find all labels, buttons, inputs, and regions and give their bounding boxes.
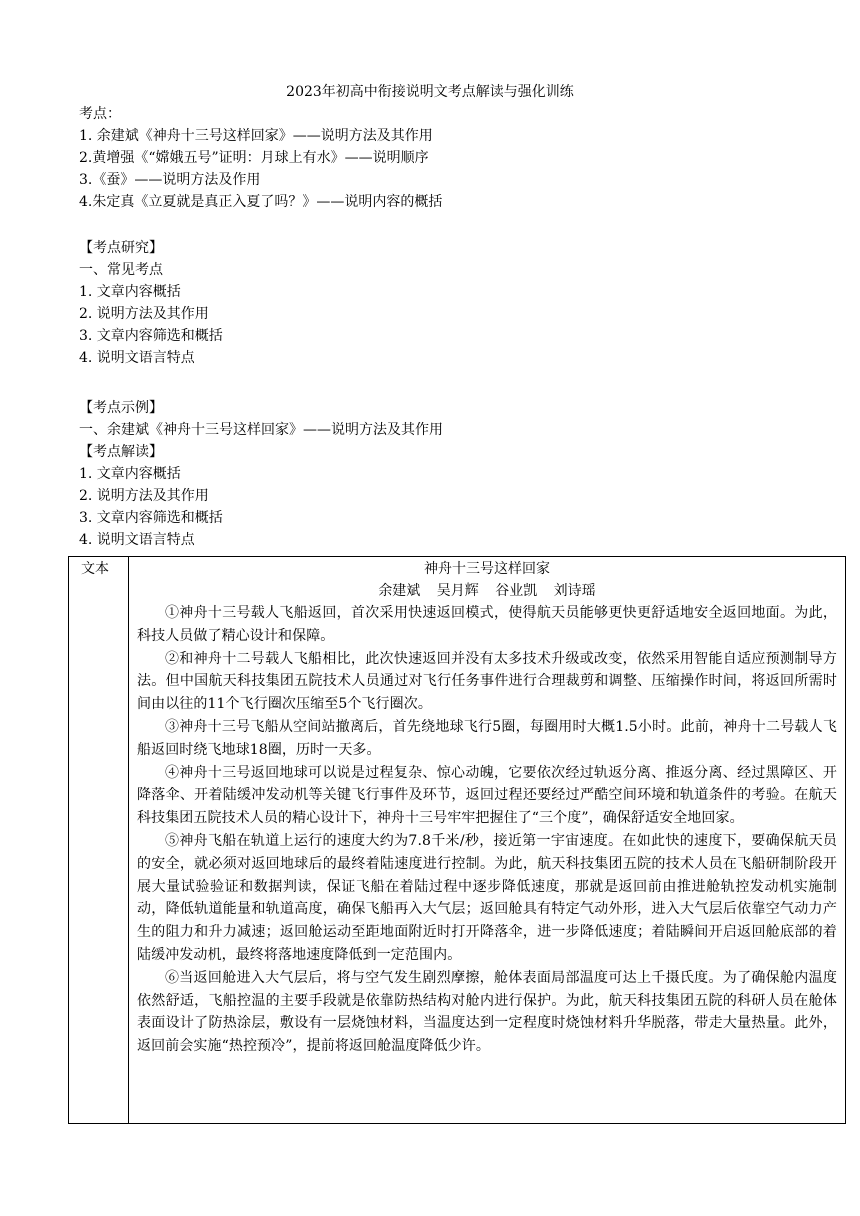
example-subheading: 一、余建斌《神舟十三号这样回家》——说明方法及其作用: [79, 422, 443, 438]
article-paragraph: ⑥当返回舱进入大气层后，将与空气发生剧烈摩擦，舱体表面局部温度可达上千摄氏度。为了确保舱内温度依然舒适，飞船控温的主要手段就是依靠防热结构对舱内进行保护。为此，航天科技集团五院的科研人员在舱体表面设计了防热涂层，敷设有一层烧蚀材料，当温度达到一定程度时烧蚀材料升华脱落，带走大量热量。此外，返回前会实施“热控预冷”，提前将返回舱温度降低少许。: [137, 969, 837, 1055]
article-paragraph: ②和神舟十二号载人飞船相比，此次快速返回并没有太多技术升级或改变，依然采用智能自适应预测制导方法。但中国航天科技集团五院技术人员通过对飞行任务事件进行合理裁剪和调整、压缩操作时间，将返回所需时间由以往的11个飞行圈次压缩至5个飞行圈次。: [137, 650, 837, 713]
example-heading: 【考点示例】: [79, 400, 163, 416]
example-item: 1. 文章内容概括: [79, 466, 181, 482]
kaodian-item: 4.朱定真《立夏就是真正入夏了吗？》——说明内容的概括: [79, 194, 443, 210]
research-heading: 【考点研究】: [79, 240, 163, 256]
research-item: 1. 文章内容概括: [79, 284, 181, 300]
article-title: 神舟十三号这样回家: [424, 561, 550, 577]
kaodian-item: 2.黄增强《“嫦娥五号”证明：月球上有水》——说明顺序: [79, 150, 429, 166]
kaodian-list: [79, 104, 442, 214]
article-paragraph: ③神舟十三号飞船从空间站撤离后，首先绕地球飞行5圈，每圈用时大概1.5小时。此前，神舟十二号载人飞船返回时绕飞地球18圈，历时一天多。: [137, 718, 837, 758]
article-authors: 余建斌 吴月辉 谷业凯 刘诗瑶: [378, 583, 596, 599]
kaodian-item: 1. 余建斌《神舟十三号这样回家》——说明方法及其作用: [79, 128, 433, 144]
text-table: [68, 556, 846, 1124]
example-section: [79, 398, 443, 552]
research-item: 3. 文章内容筛选和概括: [79, 328, 223, 344]
table-label-cell: 文本: [69, 557, 129, 1123]
example-item: 3. 文章内容筛选和概括: [79, 510, 223, 526]
research-section: [79, 238, 223, 370]
jiedu-heading: 【考点解读】: [79, 444, 163, 460]
example-item: 4. 说明文语言特点: [79, 532, 195, 548]
document-title: 2023年初高中衔接说明文考点解读与强化训练: [286, 84, 574, 100]
table-text-cell: [129, 557, 845, 1058]
example-item: 2. 说明方法及其作用: [79, 488, 209, 504]
research-item: 4. 说明文语言特点: [79, 350, 195, 366]
research-item: 2. 说明方法及其作用: [79, 306, 209, 322]
article-paragraph: ①神舟十三号载人飞船返回，首次采用快速返回模式，使得航天员能够更快更舒适地安全返回地面。为此，科技人员做了精心设计和保障。: [137, 605, 837, 644]
article-paragraph: ④神舟十三号返回地球可以说是过程复杂、惊心动魄，它要依次经过轨返分离、推返分离、经过黑障区、开降落伞、开着陆缓冲发动机等关键飞行事件及环节，返回过程还要经过严酷空间环境和轨道条件的考验。在航天科技集团五院技术人员的精心设计下，神舟十三号牢牢把握住了“三个度”，确保舒适安全地回家。: [137, 764, 837, 827]
article-paragraph: ⑤神舟飞船在轨道上运行的速度大约为7.8千米/秒，接近第一宇宙速度。在如此快的速度下，要确保航天员的安全，就必须对返回地球后的最终着陆速度进行控制。为此，航天科技集团五院的技术人员在飞船研制阶段开展大量试验验证和数据判读，保证飞船在着陆过程中逐步降低速度，那就是返回前由推进舱轨控发动机实施制动，降低轨道能量和轨道高度，确保飞船再入大气层；返回舱具有特定气动外形，进入大气层后依靠空气动力产生的阻力和升力减速；返回舱运动至距地面附近时打开降落伞，进一步降低速度；着陆瞬间开启返回舱底部的着陆缓冲发动机，最终将落地速度降低到一定范围内。: [137, 832, 837, 963]
research-subheading: 一、常见考点: [79, 262, 163, 278]
kaodian-heading: 考点：: [79, 106, 121, 122]
kaodian-item: 3.《蚕》——说明方法及作用: [79, 172, 261, 188]
